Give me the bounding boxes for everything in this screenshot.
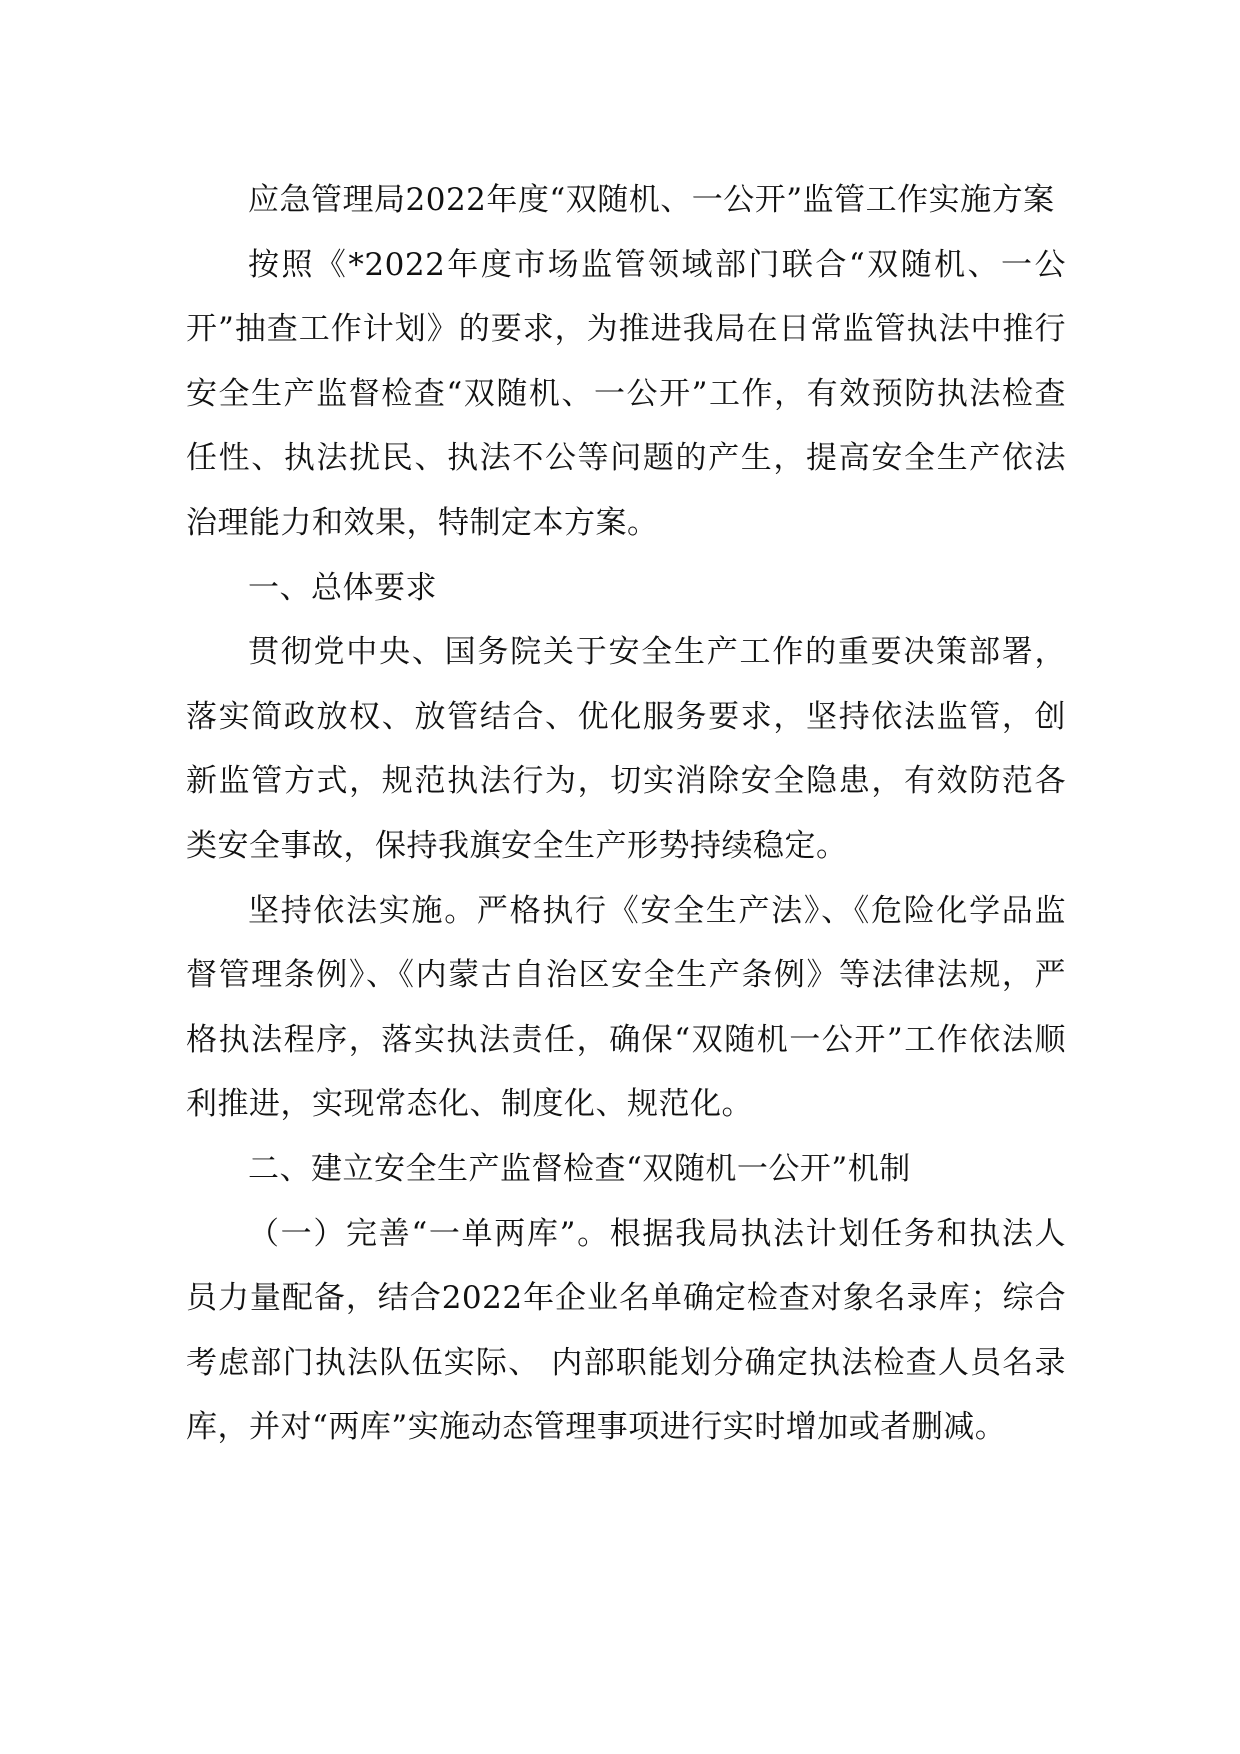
heading-general-requirements: 一、总体要求 [248,569,437,606]
document-body [186,168,1066,1460]
paragraph-general-requirements: 贯彻党中央、国务院关于安全生产工作的重要决策部署，落实简政放权、放管结合、优化服务要求，坚持依法监管，创新监管方式，规范执法行为，切实消除安全隐患，有效防范各类安全事故，保持我旗安全生产形势持续稳定。 [186,634,1066,864]
paragraph-intro: 按照《*2022年度市场监管领域部门联合“双随机、一公开”抽查工作计划》的要求，为推进我局在日常监管执法中推行安全生产监督检查“双随机、一公开”工作，有效预防执法检查任性、执法扰民、执法不公等问题的产生，提高安全生产依法治理能力和效果，特制定本方案。 [186,246,1066,541]
paragraph-legal-implementation: 坚持依法实施。严格执行《安全生产法》、《危险化学品监督管理条例》、《内蒙古自治区安全生产条例》等法律法规，严格执法程序，落实执法责任，确保“双随机一公开”工作依法顺利推进，实现常态化、制度化、规范化。 [186,892,1066,1123]
document-title: 应急管理局2022年度“双随机、一公开”监管工作实施方案 [248,182,1055,218]
heading-mechanism: 二、建立安全生产监督检查“双随机一公开”机制 [248,1150,911,1187]
paragraph-one-list-two-libraries: （一）完善“一单两库”。根据我局执法计划任务和执法人员力量配备，结合2022年企业名单确定检查对象名录库；综合考虑部门执法队伍实际、 内部职能划分确定执法检查人员名录库，并对“两库”实施动态管理事项进行实时增加或者删减。 [186,1215,1066,1446]
